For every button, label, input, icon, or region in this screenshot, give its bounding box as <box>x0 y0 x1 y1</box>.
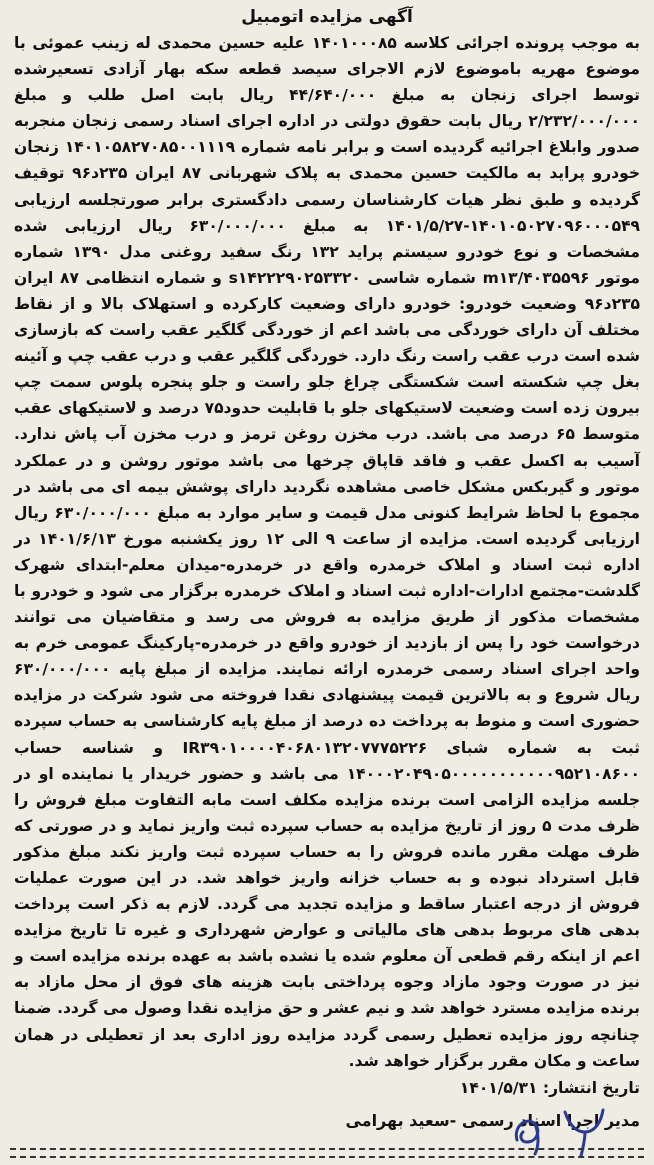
signature: مدیر اجرا اسناد رسمی -سعید بهرامی <box>345 1110 640 1130</box>
notice-body: به موجب پرونده اجرائی کلاسه ۱۴۰۱۰۰۰۸۵ علیه حسین محمدی له زینب عموئی با موضوع مهریه باموضوع لازم الاجرای سیصد قطعه سکه بهار آزادی تسعیرشده توسط اجرای زنجان به مبلغ ۴۴/۶۴۰/۰۰۰ ریال بابت اصل طلب و مبلغ ۲/۲۳۲/۰۰۰/۰۰۰ ریال بابت حقوق دولتی در اداره اجرای اسناد رسمی زنجان منجربه صدور وابلاغ اجرائیه گردیده است و برابر نامه شماره ۱۴۰۱۰۵۸۲۷۰۸۵۰۰۱۱۱۹ زنجان خودرو پراید به مالکیت حسین محمدی به پلاک شهربانی ۸۷ ایران ۲۳۵د۹۶ توقیف گردیده و طبق نظر هیات کارشناسان رسمی دادگستری برابر صورتجلسه ارزیابی ۱۴۰۱۰۵۰۲۷۰۹۶۰۰۰۵۴۹-۱۴۰۱/۵/۲۷ به مبلغ ۶۳۰/۰۰۰/۰۰۰ ریال ارزیابی شده مشخصات و نوع خودرو سیستم پراید ۱۳۲ رنگ سفید روغنی مدل ۱۳۹۰ شماره موتور m۱۳/۴۰۳۵۵۹۶ شماره شاسی s۱۴۲۲۲۹۰۲۵۳۳۲۰ و شماره انتظامی ۸۷ ایران ۲۳۵د۹۶ وضعیت خودرو: خودرو دارای وضعیت کارکرده و استهلاک بالا و از نقاط مختلف آن دارای خوردگی می باشد اعم از خوردگی گلگیر عقب راست که بازسازی شده است درب عقب راست رنگ دارد. خوردگی گلگیر عقب و درب عقب چپ و آئینه بغل چپ شکسته است شکستگی چراغ جلو راست و جلو پنجره پلوس سمت چپ بیرون زده است وضعیت لاستیکهای جلو با قابلیت حدود۷۵ درصد و لاستیکهای عقب متوسط ۶۵ درصد می باشد. درب مخزن روغن ترمز و درب مخزن آب پاش ندارد. آسیب به اکسل عقب و فاقد قاپاق چرخها می باشد موتور روشن و در عملکرد موتور و گیربکس مشکل خاصی مشاهده نگردید دارای پوشش بیمه ای می باشد در مجموع با لحاظ شرایط کنونی مدل قیمت و سایر موارد به مبلغ ۶۳۰/۰۰۰/۰۰۰ ریال ارزیابی گردیده است. مزایده از ساعت ۹ الی ۱۲ روز یکشنبه مورخ ۱۴۰۱/۶/۱۳ در اداره ثبت اسناد و املاک خرمدره واقع در خرمدره-میدان معلم-ابتدای شهرک گلدشت-مجتمع ادارات-اداره ثبت اسناد و املاک خرمدره برگزار می شود و خودرو با مشخصات مذکور از طریق مزایده به فروش می رسد و متقاضیان می توانند درخواست خود را پس از بازدید از خودرو واقع در خرمدره-پارکینگ عمومی خرم به واحد اجرای اسناد رسمی خرمدره ارائه نمایند. مزایده از مبلغ پایه ۶۳۰/۰۰۰/۰۰۰ ریال شروع و به بالاترین قیمت پیشنهادی نقدا فروخته می شود شرکت در مزایده حضوری است و منوط به پرداخت ده درصد از مبلغ پایه کارشناسی به حساب سپرده ثبت به شماره شبای IR۳۹۰۱۰۰۰۰۴۰۶۸۰۱۳۲۰۷۷۷۵۲۲۶ و شناسه حساب ۱۴۰۰۰۲۰۴۹۰۵۰۰۰۰۰۰۰۰۰۰۰۹۵۲۱۰۸۶۰۰ می باشد و حضور خریدار یا نماینده او در جلسه مزایده الزامی است برنده مزایده مکلف است مابه التفاوت مبلغ فروش را ظرف مدت ۵ روز از تاریخ مزایده به حساب سپرده ثبت واریز نماید و در صورتی که ظرف مهلت مقرر مانده فروش را به حساب سپرده ثبت واریز نکند مبلغ مذکور قابل استرداد نبوده و به حساب خزانه واریز خواهد شد. در این صورت عملیات فروش از درجه اعتبار ساقط و مزایده تجدید می گردد. لازم به ذکر است پرداخت بدهی های مربوط بدهی های مالیاتی و عوارض شهرداری و غیره تا تاریخ مزایده اعم از اینکه رقم قطعی آن معلوم شده یا نشده باشد به عهده برنده مزایده است و نیز در صورت وجود مازاد وجوه پرداختی بابت هزینه های فوق از محل مازاد به برنده مزایده مسترد خواهد شد و نیم عشر و حق مزایده نقدا وصول می گردد. ضمنا چنانچه روز مزایده تعطیل رسمی گردد مزایده روز اداری بعد از تعطیلی در همان ساعت و مکان مقرر برگزار خواهد شد. <box>14 34 641 1070</box>
publish-date: تاریخ انتشار: ۱۴۰۱/۵/۳۱ <box>459 1078 640 1097</box>
separator-line <box>10 1156 644 1158</box>
separator-line <box>10 1148 644 1150</box>
notice-title: آگهی مزایده اتومبیل <box>241 7 413 27</box>
